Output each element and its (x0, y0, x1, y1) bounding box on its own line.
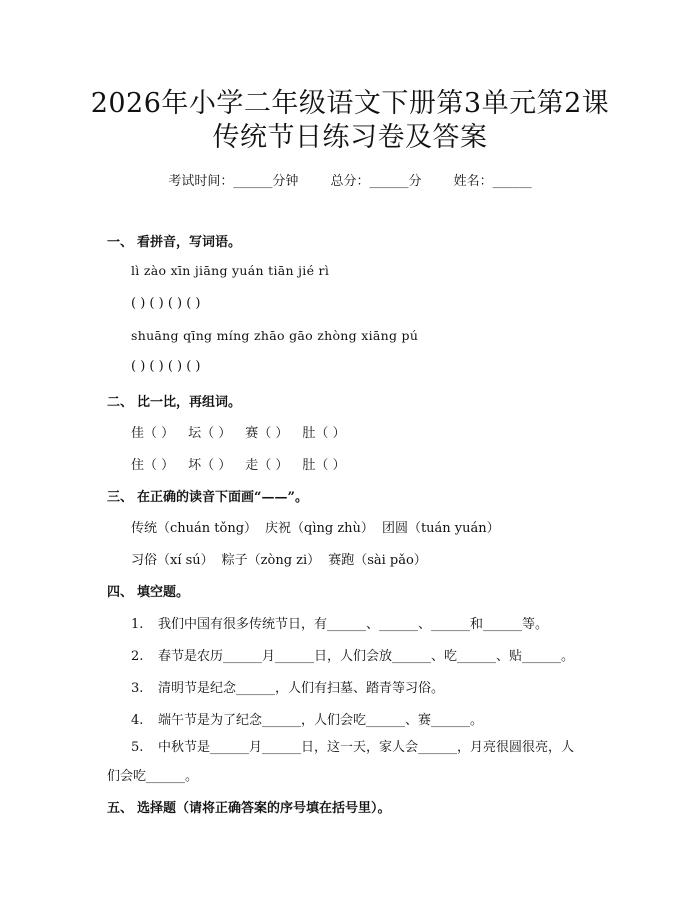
exam-time: 考试时间：______分钟 (168, 174, 299, 189)
section-3-heading: 三、 在正确的读音下面画“——”。 (107, 490, 308, 505)
reading-item: 粽子（zòng zi） (221, 553, 321, 568)
pinyin-line-1: lì zào xīn jiāng yuán tiān jié rì (131, 263, 330, 278)
student-name: 姓名：______ (453, 174, 532, 189)
fill-item-4: 4. 端午节是为了纪念______，人们会吃______、赛______。 (131, 713, 484, 728)
section-5-heading: 五、 选择题（请将正确答案的序号填在括号里）。 (107, 801, 391, 816)
fill-item-1: 1. 我们中国有很多传统节日，有______、______、______和______等。 (131, 617, 549, 632)
exam-info (0, 170, 700, 189)
title-line-1: 2026年小学二年级语文下册第3单元第2课 (90, 88, 610, 119)
compare-item: 坏（ ） (188, 458, 232, 473)
compare-item: 赛（ ） (245, 426, 289, 441)
fill-item-2: 2. 春节是农历______月______日，人们会放______、吃______、贴______。 (131, 649, 575, 664)
section-1-heading: 一、 看拼音，写词语。 (107, 235, 242, 250)
compare-item: 佳（ ） (131, 426, 175, 441)
fill-item-5: 5. 中秋节是______月______日，这一天，家人会______，月亮很圆很亮，人们会吃______。 (107, 740, 575, 784)
reading-row-2 (131, 549, 427, 568)
section-2-heading: 二、 比一比，再组词。 (107, 395, 242, 410)
total-score: 总分：______分 (330, 174, 422, 189)
compare-item: 坛（ ） (188, 426, 232, 441)
compare-item: 肚（ ） (302, 426, 346, 441)
reading-item: 传统（chuán tǒng） (131, 521, 258, 536)
section-4-heading: 四、 填空题。 (107, 585, 190, 600)
answer-brackets-2: ( ) ( ) ( ) ( ) (131, 359, 201, 374)
answer-brackets-1: ( ) ( ) ( ) ( ) (131, 296, 201, 311)
compare-row-2 (131, 454, 346, 473)
compare-row-1 (131, 422, 346, 441)
pinyin-line-2: shuāng qīng míng zhāo gāo zhòng xiāng pú (131, 328, 419, 343)
fill-item-3: 3. 清明节是纪念______，人们有扫墓、踏青等习俗。 (131, 681, 445, 696)
compare-item: 肚（ ） (302, 458, 346, 473)
reading-item: 习俗（xí sú） (131, 553, 214, 568)
compare-item: 住（ ） (131, 458, 175, 473)
reading-item: 庆祝（qìng zhù） (265, 521, 374, 536)
title-line-2: 传统节日练习卷及答案 (212, 122, 488, 153)
reading-item: 团圆（tuán yuán） (381, 521, 500, 536)
compare-item: 走（ ） (245, 458, 289, 473)
reading-row-1 (131, 517, 500, 536)
reading-item: 赛跑（sài pǎo） (328, 553, 427, 568)
